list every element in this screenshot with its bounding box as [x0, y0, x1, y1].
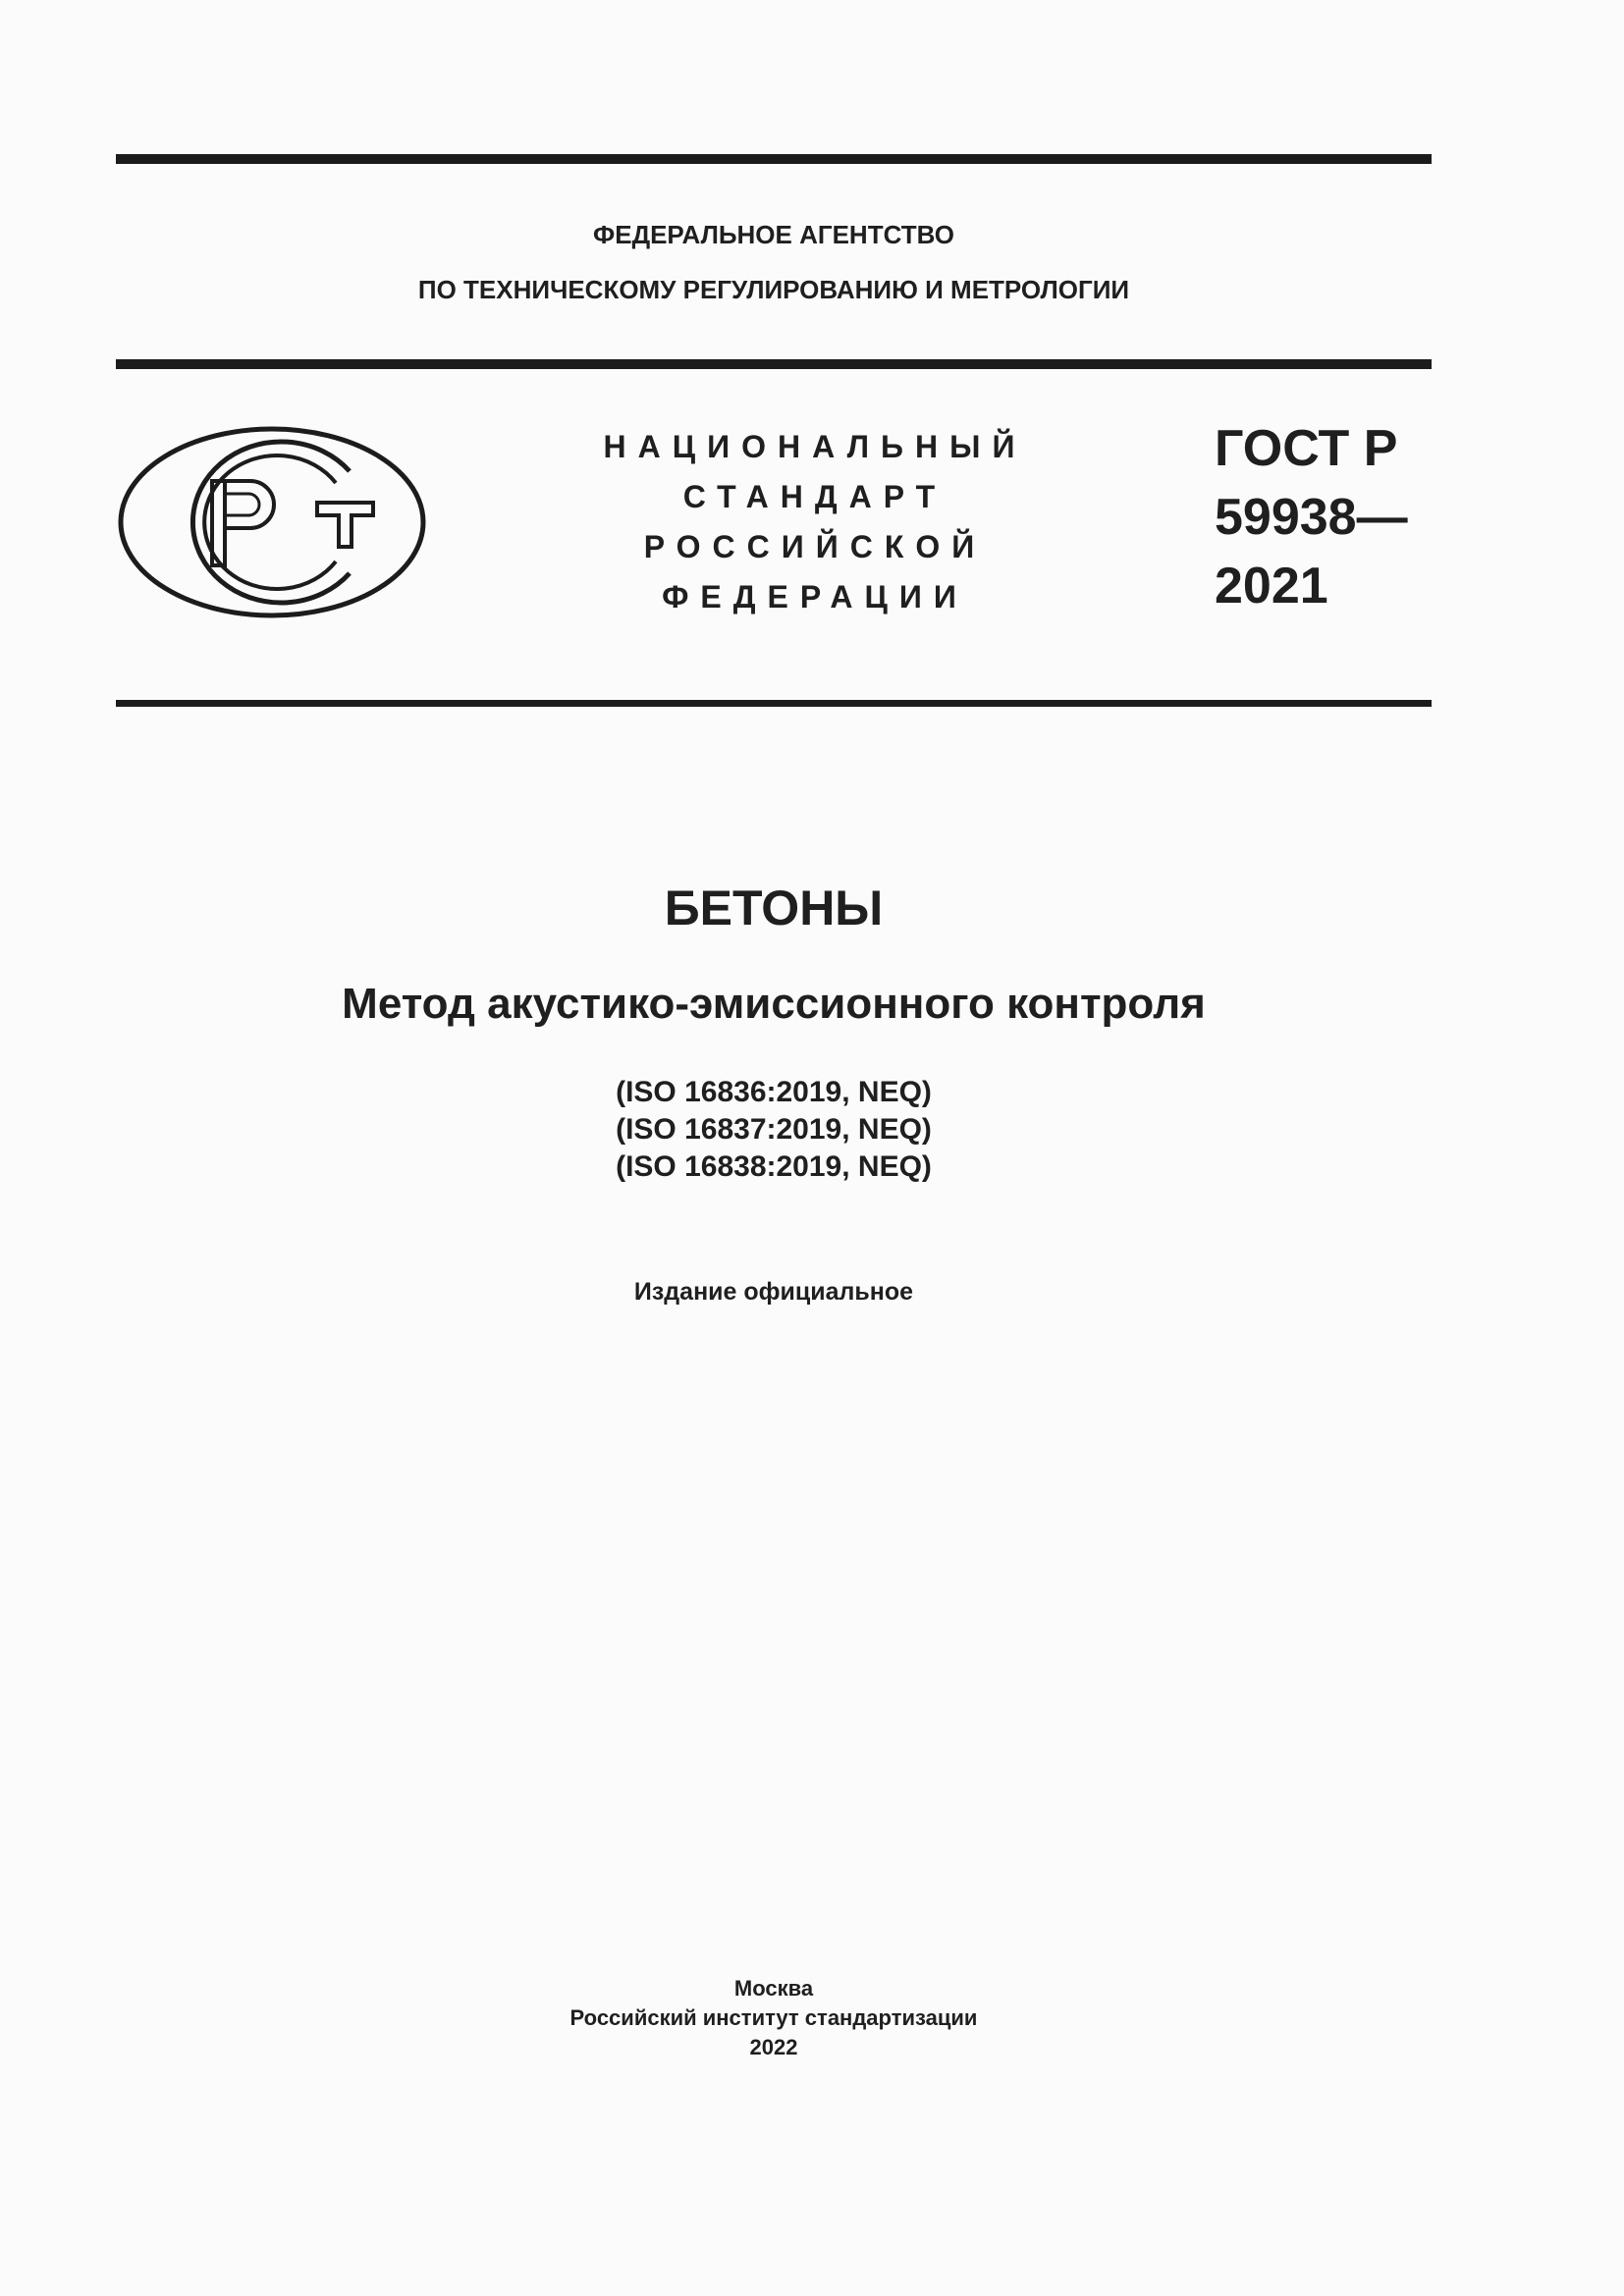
rst-certification-logo-icon	[116, 424, 428, 620]
designation-line-3: 2021	[1215, 558, 1328, 614]
iso-reference: (ISO 16836:2019, NEQ)	[616, 1076, 932, 1108]
iso-references	[116, 1074, 1432, 1186]
publisher-city: Москва	[733, 1976, 814, 2001]
top-rule	[116, 154, 1432, 164]
standard-type-line: ФЕДЕРАЦИИ	[662, 579, 968, 614]
standard-type	[550, 422, 1080, 622]
standard-designation	[1215, 414, 1408, 620]
designation-line-1: ГОСТ Р	[1215, 420, 1398, 477]
standard-type-line: РОССИЙСКОЙ	[643, 529, 987, 564]
section-rule	[116, 700, 1432, 707]
document-title: БЕТОНЫ	[664, 881, 884, 935]
standard-type-line: СТАНДАРТ	[682, 479, 947, 514]
publication-year: 2022	[749, 2035, 798, 2059]
agency-line-2: ПО ТЕХНИЧЕСКОМУ РЕГУЛИРОВАНИЮ И МЕТРОЛОГИИ	[417, 275, 1130, 304]
standard-type-line: НАЦИОНАЛЬНЫЙ	[603, 429, 1027, 464]
edition-note: Издание официальное	[633, 1278, 914, 1306]
publisher-footer	[116, 1974, 1432, 2062]
document-subtitle: Метод акустико-эмиссионного контроля	[342, 980, 1206, 1028]
designation-line-2: 59938—	[1215, 489, 1408, 546]
publisher-name: Российский институт стандартизации	[569, 2005, 978, 2030]
iso-reference: (ISO 16837:2019, NEQ)	[616, 1113, 932, 1146]
header-rule	[116, 359, 1432, 369]
iso-reference: (ISO 16838:2019, NEQ)	[616, 1150, 932, 1183]
agency-line-1: ФЕДЕРАЛЬНОЕ АГЕНТСТВО	[593, 220, 954, 249]
